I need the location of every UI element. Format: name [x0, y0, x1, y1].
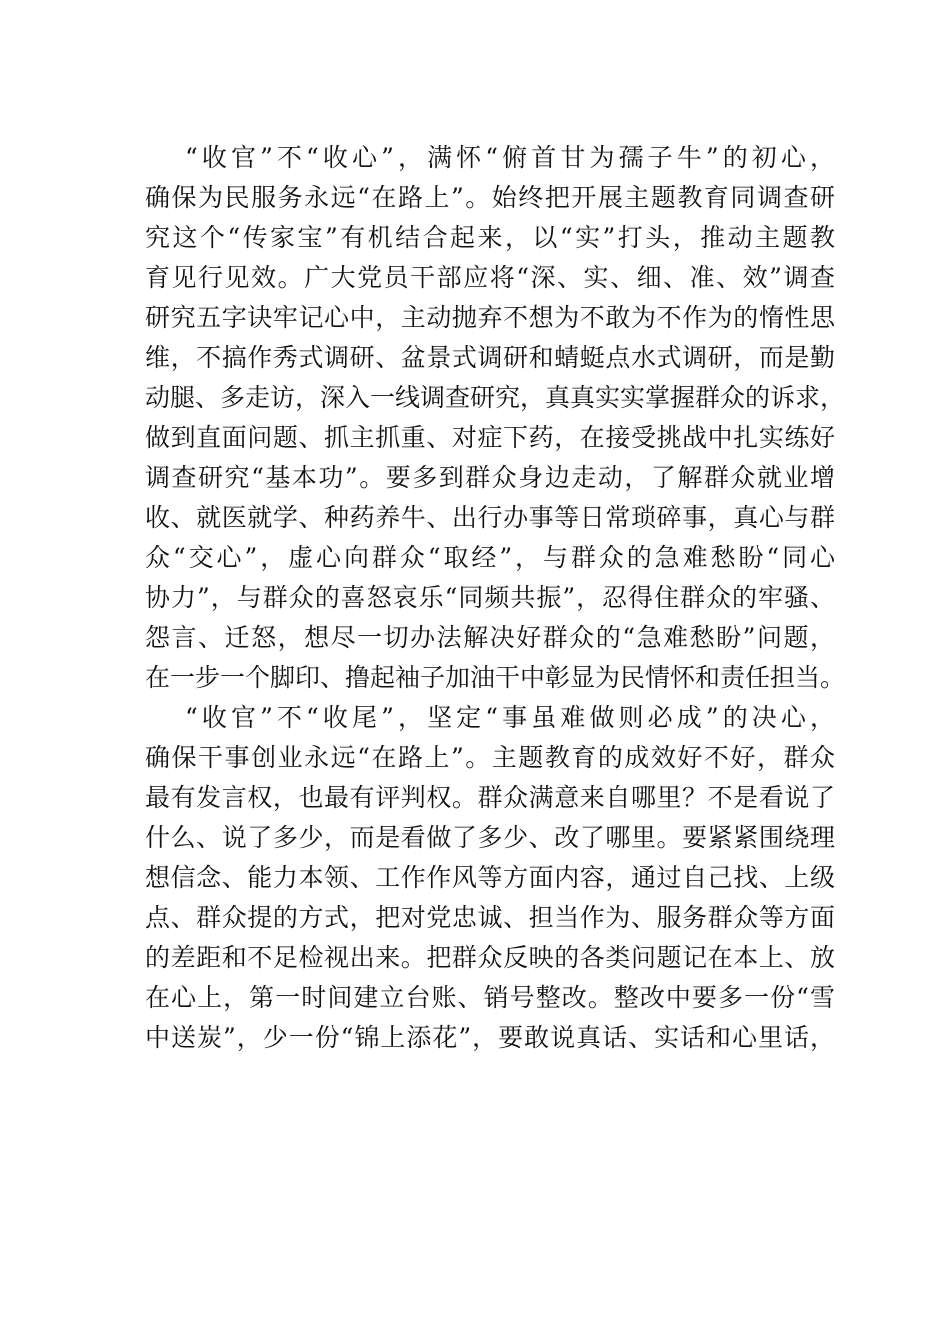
paragraph-1-line-2: 确保为民服务永远“在路上”。始终把开展主题教育同调查研: [145, 183, 835, 212]
paragraph-1-line-5: 研究五字诀牢记心中，主动抛弃不想为不敢为不作为的惰性思: [145, 303, 835, 332]
paragraph-2-line-9: 中送炭”，少一份“锦上添花”，要敢说真话、实话和心里话，: [145, 1023, 835, 1052]
paragraph-2-line-1: “收官”不“收尾”，坚定“事虽难做则必成”的决心，: [185, 703, 835, 732]
paragraph-2-line-7: 的差距和不足检视出来。把群众反映的各类问题记在本上、放: [145, 943, 835, 972]
paragraph-1-line-14: 在一步一个脚印、撸起袖子加油干中彰显为民情怀和责任担当。: [145, 663, 846, 692]
paragraph-2-line-4: 什么、说了多少，而是看做了多少、改了哪里。要紧紧围绕理: [145, 823, 835, 852]
paragraph-1-line-3: 究这个“传家宝”有机结合起来，以“实”打头，推动主题教: [145, 223, 835, 252]
paragraph-1-line-1: “收官”不“收心”，满怀“俯首甘为孺子牛”的初心，: [185, 143, 835, 172]
paragraph-2-line-8: 在心上，第一时间建立台账、销号整改。整改中要多一份“雪: [145, 983, 835, 1012]
paragraph-1-line-9: 调查研究“基本功”。要多到群众身边走动，了解群众就业增: [145, 463, 835, 492]
paragraph-1-line-10: 收、就医就学、种药养牛、出行办事等日常琐碎事，真心与群: [145, 503, 835, 532]
paragraph-1-line-8: 做到直面问题、抓主抓重、对症下药，在接受挑战中扎实练好: [145, 423, 835, 452]
paragraph-1-line-13: 怨言、迁怒，想尽一切办法解决好群众的“急难愁盼”问题，: [145, 623, 835, 652]
paragraph-1-line-12: 协力”，与群众的喜怒哀乐“同频共振”，忍得住群众的牢骚、: [145, 583, 835, 612]
paragraph-1-line-4: 育见行见效。广大党员干部应将“深、实、细、准、效”调查: [145, 263, 835, 292]
paragraph-2-line-2: 确保干事创业永远“在路上”。主题教育的成效好不好，群众: [145, 743, 835, 772]
paragraph-2-line-6: 点、群众提的方式，把对党忠诚、担当作为、服务群众等方面: [145, 903, 835, 932]
paragraph-1-line-7: 动腿、多走访，深入一线调查研究，真真实实掌握群众的诉求，: [145, 383, 846, 412]
paragraph-1-line-6: 维，不搞作秀式调研、盆景式调研和蜻蜓点水式调研，而是勤: [145, 343, 835, 372]
paragraph-1-line-11: 众“交心”，虚心向群众“取经”，与群众的急难愁盼“同心: [145, 543, 835, 572]
paragraph-2-line-5: 想信念、能力本领、工作作风等方面内容，通过自己找、上级: [145, 863, 835, 892]
paragraph-2-line-3: 最有发言权，也最有评判权。群众满意来自哪里？不是看说了: [145, 783, 835, 812]
